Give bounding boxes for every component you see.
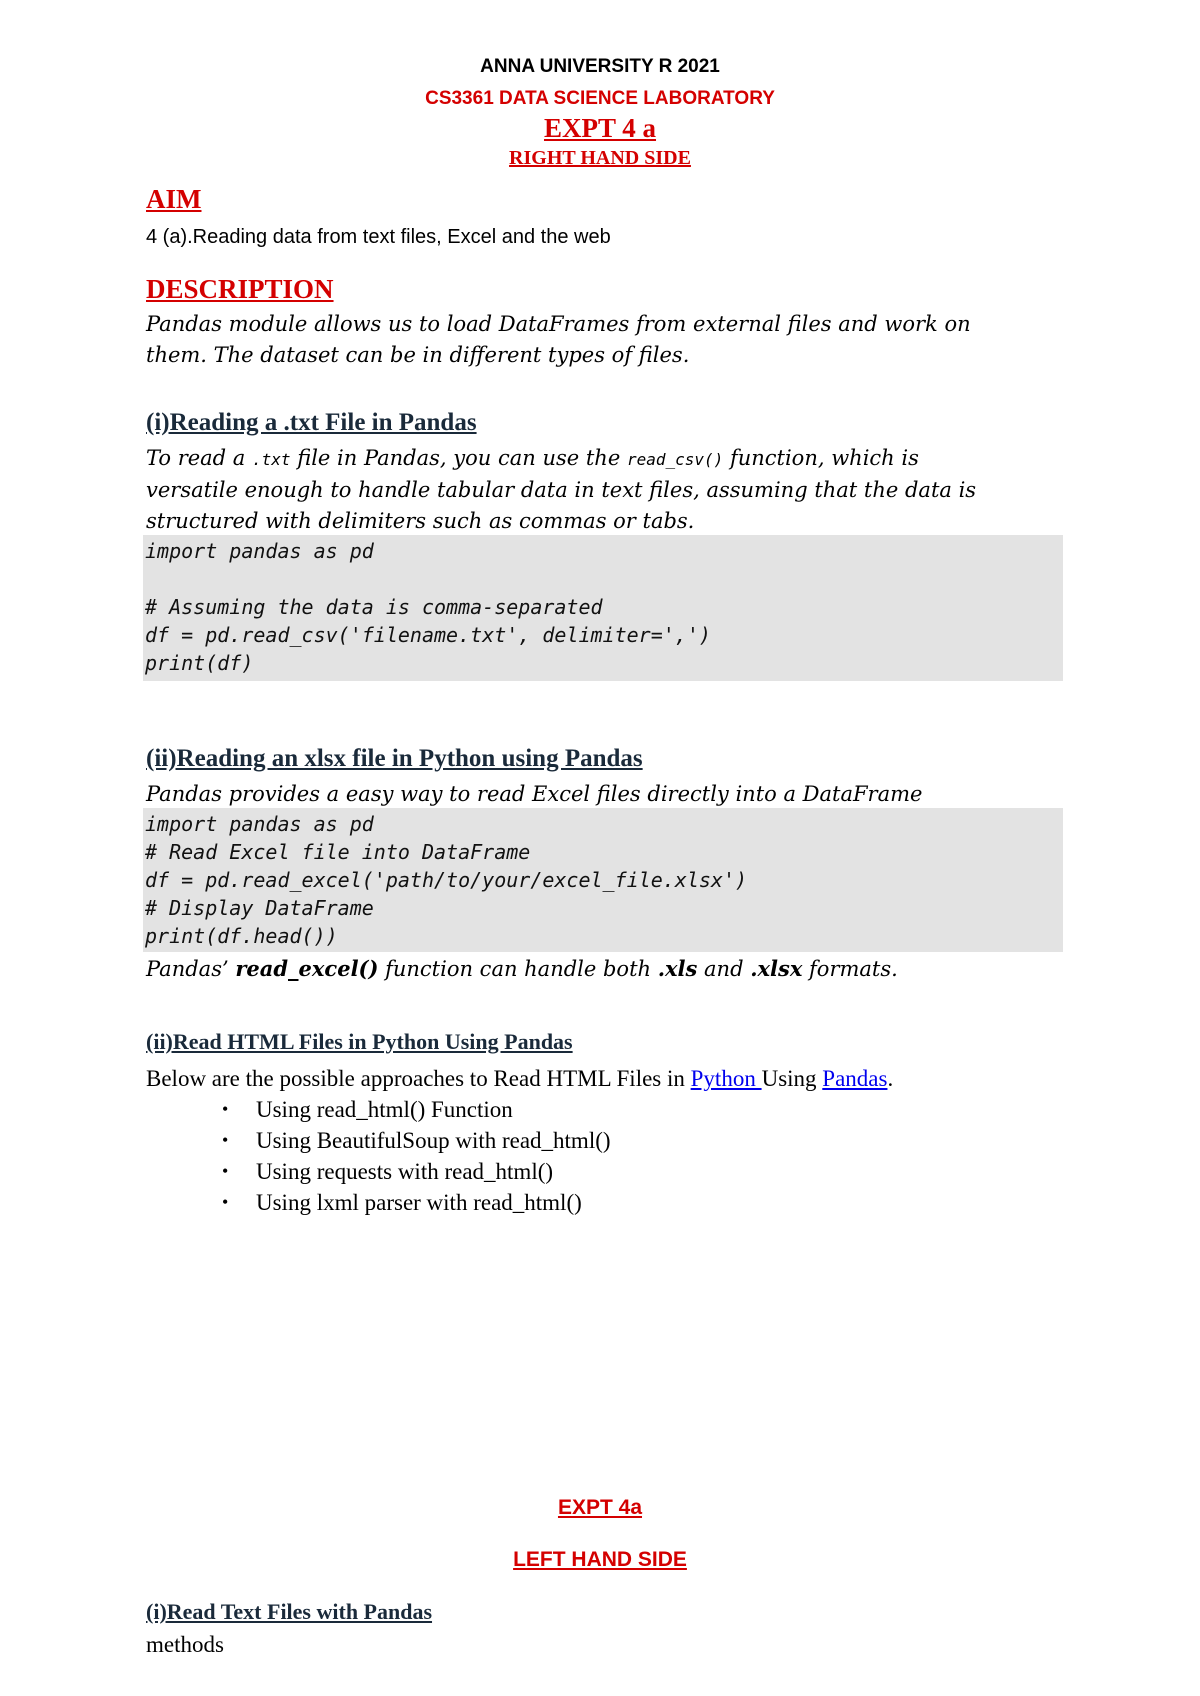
description-heading: DESCRIPTION — [146, 274, 334, 304]
bullet-icon: • — [222, 1130, 229, 1150]
code-line: print(df) — [145, 651, 254, 675]
aim-heading: AIM — [146, 184, 202, 214]
left-hand-side-heading: LEFT HAND SIDE — [513, 1548, 687, 1571]
read-text-files-heading: (i)Read Text Files with Pandas — [146, 1599, 433, 1624]
code-line: import pandas as pd — [145, 539, 374, 563]
description-line-1: Pandas module allows us to load DataFrames from external files and work on — [146, 312, 971, 336]
right-hand-side-heading: RIGHT HAND SIDE — [509, 147, 691, 169]
html-section-heading: (ii)Read HTML Files in Python Using Pandas — [146, 1029, 573, 1054]
aim-text: 4 (a).Reading data from text files, Excel and the web — [146, 226, 611, 248]
list-item: • Using BeautifulSoup with read_html() — [146, 1125, 1046, 1156]
txt-section-paragraph — [146, 443, 1066, 537]
experiment-title: EXPT 4 a — [543, 113, 657, 143]
code-line: df = pd.read_excel('path/to/your/excel_file.xlsx') — [145, 868, 748, 892]
methods-text: methods — [146, 1632, 224, 1657]
code-line: import pandas as pd — [145, 812, 374, 836]
description-line-2: them. The dataset can be in different types of files. — [146, 343, 690, 367]
xlsx-code-block — [143, 808, 1063, 952]
description-text — [146, 309, 1066, 371]
bullet-icon: • — [222, 1192, 229, 1212]
code-line: # Assuming the data is comma-separated — [145, 595, 603, 619]
code-line: print(df.head()) — [145, 924, 338, 948]
txt-code-block — [143, 535, 1063, 681]
list-item: • Using read_html() Function — [146, 1094, 1046, 1125]
code-line: # Read Excel file into DataFrame — [145, 840, 531, 864]
txt-section-heading: (i)Reading a .txt File in Pandas — [146, 409, 477, 436]
bullet-icon: • — [222, 1099, 229, 1119]
code-line: df = pd.read_csv('filename.txt', delimiter=',') — [145, 623, 711, 647]
code-line — [145, 565, 1063, 593]
python-link[interactable]: Python — [690, 1066, 762, 1091]
inline-code-read-csv: read_csv() — [626, 450, 724, 469]
bullet-icon: • — [222, 1161, 229, 1181]
txt-paragraph-line-2: versatile enough to handle tabular data in text files, assuming that the data is — [146, 478, 977, 502]
code-line: # Display DataFrame — [145, 896, 374, 920]
left-expt-title: EXPT 4a — [557, 1496, 643, 1519]
html-intro: Below are the possible approaches to Read HTML Files in Python Using Pandas. — [146, 1066, 894, 1091]
course-heading: CS3361 DATA SCIENCE LABORATORY — [425, 88, 775, 109]
xlsx-note: Pandas’ read_excel() function can handle both .xls and .xlsx formats. — [146, 956, 898, 981]
list-item: • Using requests with read_html() — [146, 1156, 1046, 1187]
approach-list — [146, 1094, 1046, 1218]
inline-code-txt: .txt — [252, 450, 291, 469]
list-item: • Using lxml parser with read_html() — [146, 1187, 1046, 1218]
xlsx-intro: Pandas provides a easy way to read Excel files directly into a DataFrame — [146, 782, 923, 806]
txt-paragraph-line-1: To read a .txt file in Pandas, you can use the read_csv() function, which is — [146, 446, 919, 470]
pandas-link[interactable]: Pandas — [822, 1066, 888, 1091]
xlsx-section-heading: (ii)Reading an xlsx file in Python using Pandas — [146, 745, 643, 772]
txt-paragraph-line-3: structured with delimiters such as commas or tabs. — [146, 509, 695, 533]
university-heading: ANNA UNIVERSITY R 2021 — [480, 56, 720, 77]
